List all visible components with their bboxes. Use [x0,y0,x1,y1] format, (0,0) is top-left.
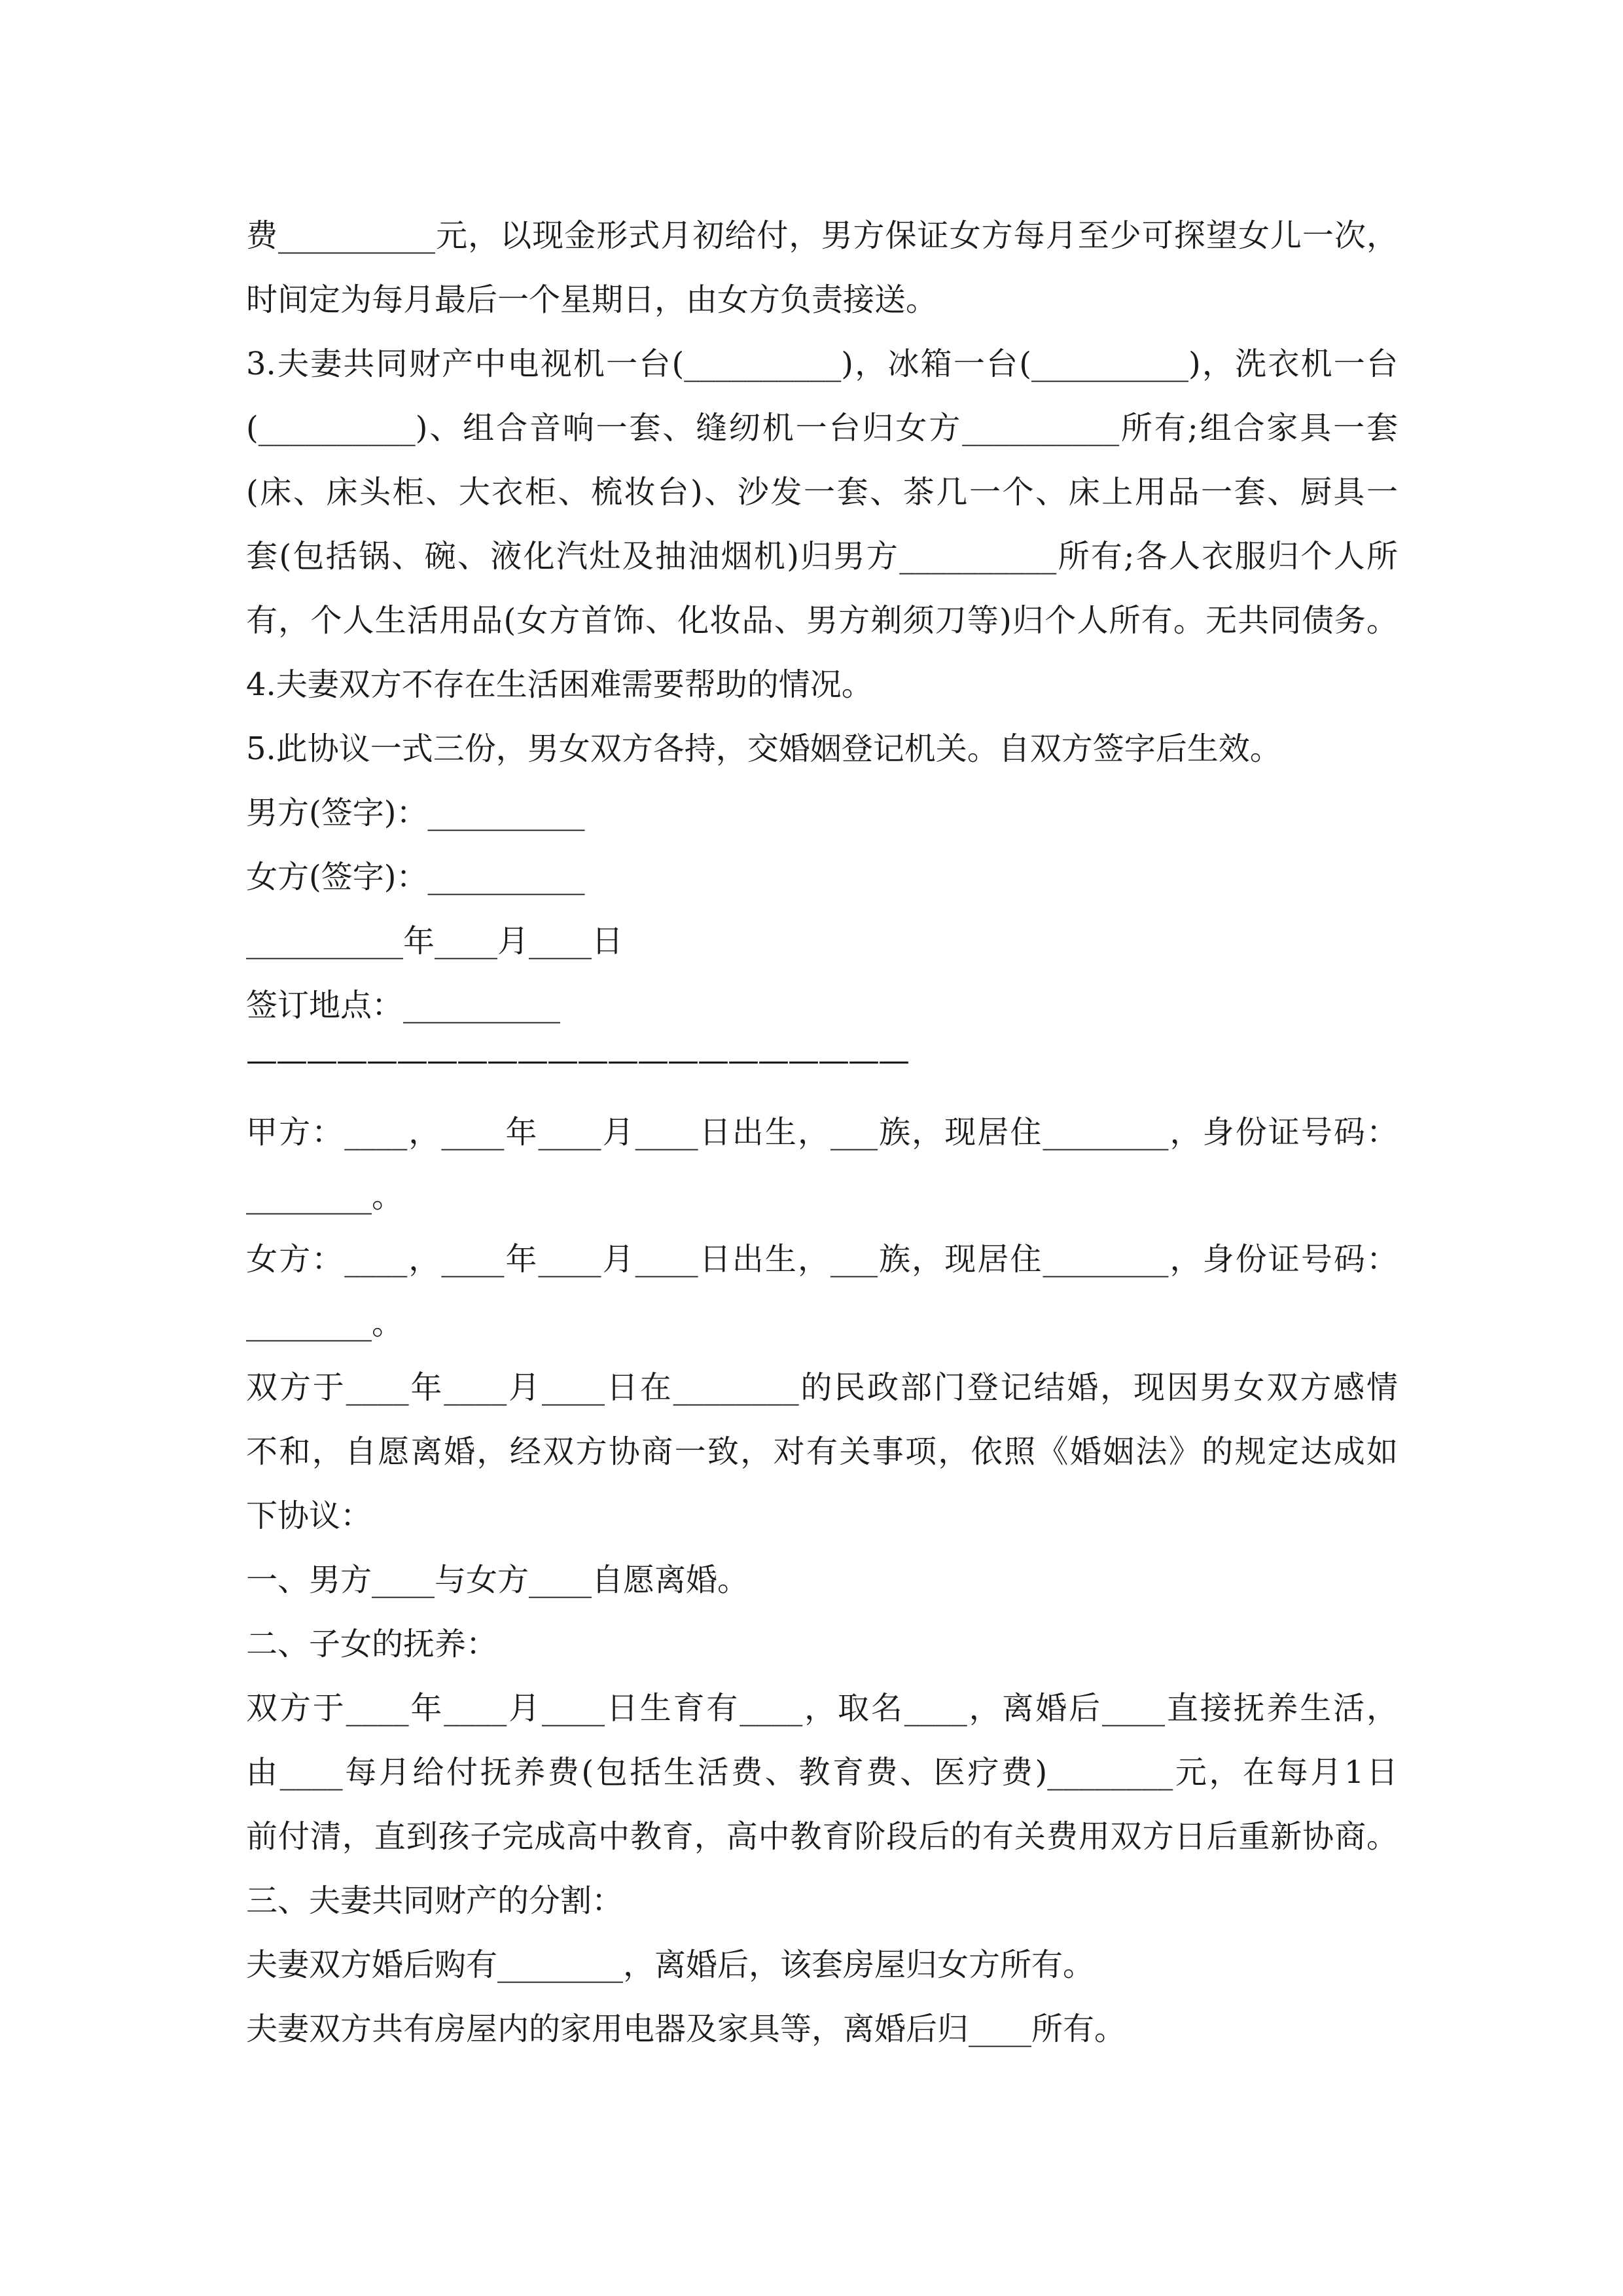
text-line: 由____每月给付抚养费(包括生活费、教育费、医疗费)________元，在每月1日 [246,1754,1398,1791]
text-line: 夫妻双方共有房屋内的家用电器及家具等，离婚后归____所有。 [246,2011,1126,2047]
text-line: ________。 [246,1305,404,1342]
female-signature-line: 女方(签字)：__________ [246,859,585,895]
section-heading: 一、男方____与女方____自愿离婚。 [246,1562,749,1598]
text-line: 女方：____，____年____月____日出生，___族，现居住________，身份证号码： [246,1241,1398,1278]
text-line: ________。 [246,1178,404,1215]
text-line: 夫妻双方婚后购有________，离婚后，该套房屋归女方所有。 [246,1946,1095,1983]
text-line: 5.此协议一式三份，男女双方各持，交婚姻登记机关。自双方签字后生效。 [246,730,1281,767]
text-line: (床、床头柜、大衣柜、梳妆台)、沙发一套、茶几一个、床上用品一套、厨具一 [246,474,1398,511]
text-line: 不和，自愿离婚，经双方协商一致，对有关事项，依照《婚姻法》的规定达成如 [246,1433,1398,1470]
text-line: 前付清，直到孩子完成高中教育，高中教育阶段后的有关费用双方日后重新协商。 [246,1818,1398,1855]
section-heading: 三、夫妻共同财产的分割： [246,1882,624,1919]
text-line: 3.夫妻共同财产中电视机一台(__________)，冰箱一台(__________)，洗衣机一台 [246,346,1398,382]
text-line: 双方于____年____月____日生育有____，取名____，离婚后____直接抚养生活， [246,1690,1398,1727]
text-line: 套(包括锅、碗、液化汽灶及抽油烟机)归男方__________所有;各人衣服归个人所 [246,538,1398,575]
text-line: (__________)、组合音响一套、缝纫机一台归女方__________所有;组合家具一套 [246,410,1398,446]
text-line: 时间定为每月最后一个星期日，由女方负责接送。 [246,281,938,318]
text-line: 下协议： [246,1498,372,1534]
section-heading: 二、子女的抚养： [246,1626,498,1662]
separator-line: —————————————————————— [246,1042,908,1079]
text-line: 费__________元，以现金形式月初给付，男方保证女方每月至少可探望女儿一次， [246,217,1398,254]
signing-place-line: 签订地点：__________ [246,987,561,1024]
text-line: 甲方：____，____年____月____日出生，___族，现居住________，身份证号码： [246,1114,1398,1151]
male-signature-line: 男方(签字)：__________ [246,795,585,831]
text-line: 4.夫妻双方不存在生活困难需要帮助的情况。 [246,666,873,703]
text-line: 有，个人生活用品(女方首饰、化妆品、男方剃须刀等)归个人所有。无共同债务。 [246,602,1398,639]
text-line: 双方于____年____月____日在________的民政部门登记结婚，现因男女双方感情 [246,1369,1398,1406]
date-line: __________年____月____日 [246,923,624,960]
